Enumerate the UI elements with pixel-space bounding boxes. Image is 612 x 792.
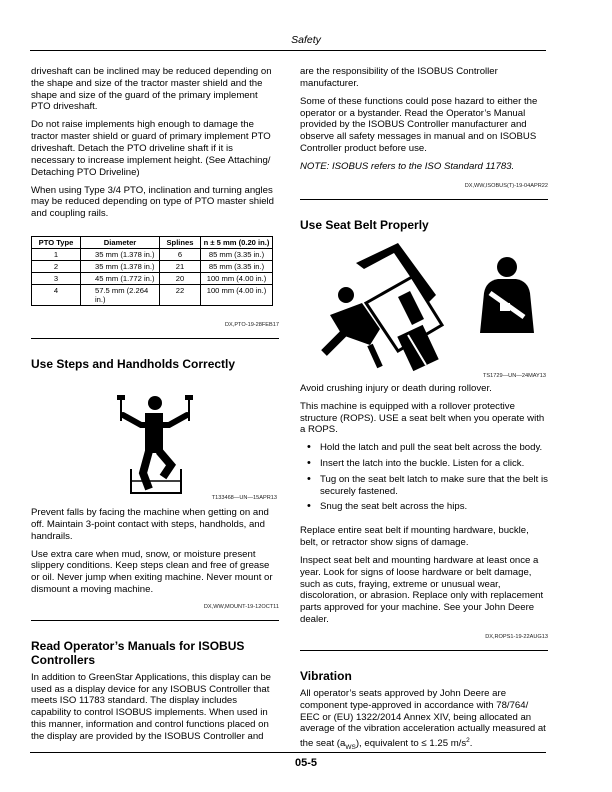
- pto-paragraph-1: driveshaft can be inclined may be reduced depending on the shape and size of the tractor master shield and the shape and size of the guard of the primary implement PTO driveshaft.: [31, 66, 272, 113]
- pto-table-header: Diameter: [81, 236, 160, 248]
- table-row: [32, 248, 273, 260]
- section-title-vibration: Vibration: [300, 669, 352, 684]
- isobus-paragraph-2: are the responsibility of the ISOBUS Controller manufacturer.: [300, 66, 498, 89]
- section-title-isobus: Read Operator’s Manuals for ISOBUS Controllers: [31, 638, 245, 667]
- person-climbing-steps-icon: [31, 381, 279, 499]
- seatbelt-paragraph-1: Avoid crushing injury or death during rollover.: [300, 382, 492, 394]
- seatbelt-paragraph-4: Inspect seat belt and mounting hardware at least once a year. Look for signs of loose hardware or belt damage, such as cuts, fraying, extreme or unusual wear, discoloration, or abrasion. Replace only with replacement parts approved for your machine. See your John Deere dealer.: [300, 555, 544, 626]
- seatbelt-paragraph-2: This machine is equipped with a rollover protective structure (ROPS). USE a seat belt when you operate with a ROPS.: [300, 400, 545, 436]
- table-cell: 35 mm (1.378 in.): [81, 260, 160, 272]
- list-item: • Insert the latch into the buckle. Listen for a click.: [320, 458, 548, 470]
- table-cell: 100 mm (4.00 in.): [201, 284, 273, 305]
- vibration-text: All operator’s seats approved by John Deere are component type-approved in accordance with 78/764/ EEC or (EU) 1322/2014 Annex XIV, being allocated an average of the vibration acceleration actually measured at the seat (a: [300, 688, 546, 750]
- pto-paragraph-2: Do not raise implements high enough to damage the tractor master shield or guard of primary implement PTO driveshaft. Detach the PTO driveline shaft if it is necessary to increase implement height. (See Attaching/ Detaching PTO Driveline): [31, 119, 271, 178]
- table-row: [32, 272, 273, 284]
- section-title-seatbelt: Use Seat Belt Properly: [300, 217, 429, 232]
- section-divider: [31, 620, 279, 621]
- isobus-paragraph-1: In addition to GreenStar Applications, this display can be used as a display device for any ISOBUS Controller that meets ISO 11783 standard. The display includes capability to control ISOBUS implements. When used in this manner, information and control functions placed on the display are provided by the ISOBUS Controller and: [31, 671, 271, 742]
- pto-table-header-row: [32, 236, 273, 248]
- left-column: [31, 66, 279, 749]
- table-cell: 22: [160, 284, 201, 305]
- section-reference: DX,WW,MOUNT-19-12OCT11: [203, 603, 279, 610]
- steps-paragraph-2: Use extra care when mud, snow, or moisture present slippery conditions. Keep steps clean and free of grease or oil. Never jump when exiting machine. Never mount or dismount a moving machine.: [31, 548, 273, 595]
- figure-id: T133468—UN—15APR13: [211, 495, 277, 502]
- steps-handholds-figure: [31, 381, 279, 502]
- vibration-text-mid: ), equivalent to ≤ 1.25 m/s: [355, 738, 467, 750]
- table-cell: 2: [32, 260, 81, 272]
- page-number: 05-5: [294, 757, 318, 769]
- person-seatbelt-icon: [472, 255, 542, 335]
- figure-id: TS1729—UN—24MAY13: [482, 372, 546, 379]
- seatbelt-bullet-list: [300, 442, 548, 513]
- list-item: • Hold the latch and pull the seat belt across the body.: [320, 442, 548, 454]
- isobus-paragraph-3: Some of these functions could pose hazard to either the operator or a bystander. Read the Operator’s Manual provided by the ISOBUS Controller manufacturer and observe all safety messages in manual and on ISOBUS Controller product before use.: [300, 95, 538, 154]
- right-column: [300, 66, 548, 760]
- pto-table-header: PTO Type: [32, 236, 81, 248]
- pto-table-header: Splines: [160, 236, 201, 248]
- seatbelt-figure: [300, 237, 548, 383]
- page-header: Safety: [291, 34, 321, 46]
- table-cell: 85 mm (3.35 in.): [201, 248, 273, 260]
- section-divider: [31, 338, 279, 339]
- section-divider: [300, 650, 548, 651]
- section-divider: [300, 199, 548, 200]
- pto-paragraph-3: When using Type 3/4 PTO, inclination and turning angles may be reduced depending on type of PTO master shield and coupling rails.: [31, 184, 275, 220]
- pto-table: [31, 236, 273, 306]
- vibration-paragraph: [300, 688, 548, 754]
- section-title-steps: Use Steps and Handholds Correctly: [31, 356, 236, 371]
- table-cell: 100 mm (4.00 in.): [201, 272, 273, 284]
- section-reference: DX,WW,ISOBUS(T)-19-04APR22: [464, 182, 548, 189]
- isobus-note: NOTE: ISOBUS refers to the ISO Standard 11783.: [300, 160, 515, 172]
- table-cell: 6: [160, 248, 201, 260]
- table-cell: 57.5 mm (2.264 in.): [81, 284, 160, 305]
- section-reference: DX,PTO-19-28FEB17: [225, 321, 279, 328]
- table-cell: 3: [32, 272, 81, 284]
- table-cell: 45 mm (1.772 in.): [81, 272, 160, 284]
- table-cell: 20: [160, 272, 201, 284]
- seatbelt-paragraph-3: Replace entire seat belt if mounting hardware, buckle, belt, or retractor show signs of damage.: [300, 525, 529, 549]
- table-row: [32, 284, 273, 305]
- header-rule: [30, 50, 546, 51]
- vibration-text-end: .: [469, 738, 473, 750]
- table-cell: 85 mm (3.35 in.): [201, 260, 273, 272]
- table-cell: 1: [32, 248, 81, 260]
- table-cell: 35 mm (1.378 in.): [81, 248, 160, 260]
- vibration-superscript: 2: [466, 737, 470, 745]
- list-item: • Tug on the seat belt latch to make sure that the belt is securely fastened.: [320, 474, 548, 498]
- vibration-subscript: WS: [345, 744, 356, 752]
- table-cell: 21: [160, 260, 201, 272]
- pto-table-header: n ± 5 mm (0.20 in.): [201, 236, 273, 248]
- table-cell: 4: [32, 284, 81, 305]
- footer-rule: [30, 752, 546, 753]
- table-row: [32, 260, 273, 272]
- steps-paragraph-1: Prevent falls by facing the machine when getting on and off. Maintain 3-point contact with steps, handholds, and handrails.: [31, 506, 269, 542]
- section-reference: DX,ROPS1-19-22AUG13: [485, 634, 548, 641]
- list-item: • Snug the seat belt across the hips.: [320, 501, 548, 513]
